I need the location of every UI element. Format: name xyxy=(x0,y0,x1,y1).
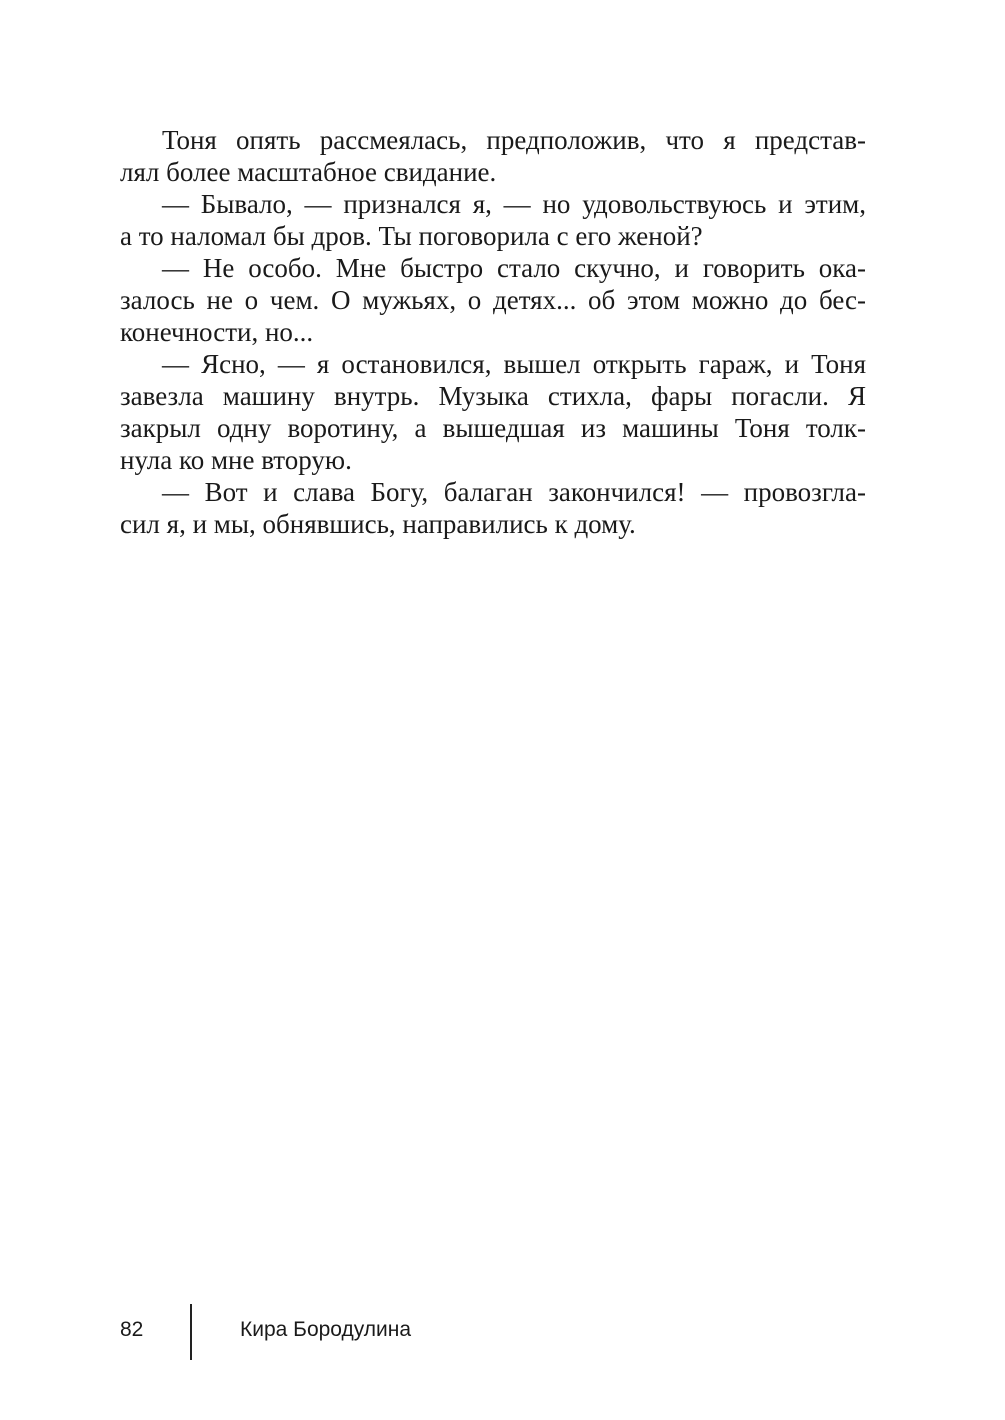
text-line: — Вот и слава Богу, балаган закончился! — провозгла- xyxy=(162,477,866,507)
text-line: закрыл одну воротину, а вышедшая из машины Тоня толк- xyxy=(120,413,866,443)
text-line: а то наломал бы дров. Ты поговорила с его женой? xyxy=(120,221,703,251)
text-line: залось не о чем. О мужьях, о детях... об этом можно до бес- xyxy=(120,285,866,315)
text-line: Тоня опять рассмеялась, предположив, что я представ- xyxy=(162,125,866,155)
body-text xyxy=(120,124,866,540)
text-line: сил я, и мы, обнявшись, направились к дому. xyxy=(120,509,636,539)
footer-divider xyxy=(190,1304,192,1360)
text-line: — Ясно, — я остановился, вышел открыть гараж, и Тоня xyxy=(162,349,866,379)
text-line: конечности, но... xyxy=(120,317,314,347)
text-line: нула ко мне вторую. xyxy=(120,445,352,475)
text-line: — Не особо. Мне быстро стало скучно, и говорить ока- xyxy=(162,253,866,283)
running-footer-author: Кира Бородулина xyxy=(240,1318,412,1341)
text-line: лял более масштабное свидание. xyxy=(120,157,497,187)
text-line: — Бывало, — признался я, — но удовольствуюсь и этим, xyxy=(162,189,866,219)
text-line: завезла машину внутрь. Музыка стихла, фары погасли. Я xyxy=(120,381,866,411)
page-number: 82 xyxy=(120,1318,144,1341)
